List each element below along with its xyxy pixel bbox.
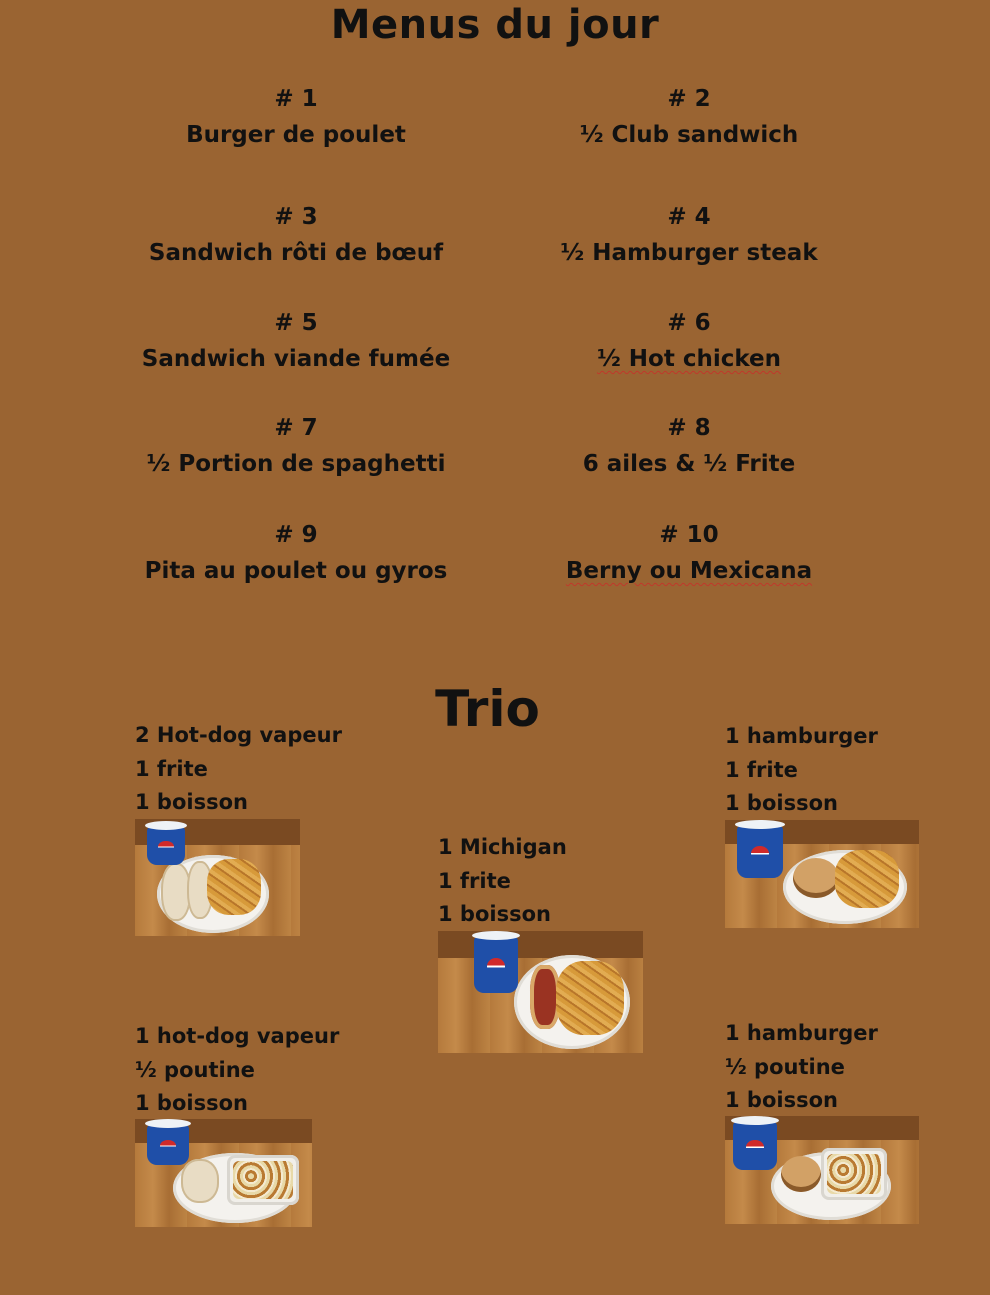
- menu-item-5: [96, 305, 496, 377]
- menu-item-10: [489, 517, 889, 589]
- page-title: Menus du jour: [330, 2, 660, 48]
- menu-item-6: [489, 305, 889, 377]
- combo-photo-michigan: [438, 931, 643, 1053]
- combo-line: 1 frite: [135, 756, 208, 781]
- menu-item-number: # 3: [274, 204, 318, 230]
- combo-line: ½ poutine: [135, 1057, 255, 1082]
- combo-hotdog-frite: [135, 719, 342, 820]
- combo-michigan: [438, 831, 567, 932]
- combo-line: 1 frite: [725, 757, 798, 782]
- menu-item-7: [96, 410, 496, 482]
- menu-item-number: # 6: [667, 310, 711, 336]
- combo-line: 1 hamburger: [725, 724, 878, 748]
- combo-line: 1 boisson: [135, 1091, 248, 1115]
- combo-photo-hotdog-poutine: [135, 1119, 312, 1227]
- combo-line: 1 frite: [438, 868, 511, 893]
- menu-item-number: # 5: [274, 310, 318, 336]
- combo-photo-hotdog-frite: [135, 819, 300, 936]
- menu-item-name: Pita au poulet ou gyros: [144, 558, 448, 584]
- combo-hotdog-poutine: [135, 1020, 339, 1121]
- combo-photo-hamburger-poutine: [725, 1116, 919, 1224]
- menu-item-number: # 10: [659, 522, 719, 548]
- menu-item-number: # 1: [274, 86, 318, 112]
- menu-item-2: [489, 81, 889, 153]
- combo-line: 1 boisson: [725, 1088, 838, 1112]
- combo-hamburger-frite: [725, 720, 878, 821]
- menu-item-name: Berny ou Mexicana: [565, 558, 813, 584]
- menu-item-number: # 8: [667, 415, 711, 441]
- menu-item-name: Burger de poulet: [186, 122, 406, 148]
- trio-title: Trio: [435, 680, 540, 738]
- menu-item-name: ½ Portion de spaghetti: [146, 451, 446, 477]
- menu-item-3: [96, 199, 496, 271]
- menu-item-number: # 2: [667, 86, 711, 112]
- menu-item-name: Sandwich viande fumée: [141, 346, 451, 372]
- menu-item-1: [96, 81, 496, 153]
- menu-item-name: ½ Hamburger steak: [560, 240, 818, 266]
- combo-photo-hamburger-frite: [725, 820, 919, 928]
- menu-item-number: # 4: [667, 204, 711, 230]
- menu-item-number: # 7: [274, 415, 318, 441]
- menu-item-9: [96, 517, 496, 589]
- combo-line: 1 hot-dog vapeur: [135, 1024, 340, 1048]
- combo-line: 1 Michigan: [438, 835, 567, 859]
- menu-item-4: [489, 199, 889, 271]
- menu-item-8: [489, 410, 889, 482]
- menu-item-name: 6 ailes & ½ Frite: [582, 451, 796, 477]
- combo-line: 1 boisson: [135, 790, 248, 814]
- menu-item-number: # 9: [274, 522, 318, 548]
- menu-item-name: Sandwich rôti de bœuf: [148, 240, 444, 266]
- combo-line: 2 Hot-dog vapeur: [135, 723, 342, 747]
- combo-hamburger-poutine: [725, 1017, 878, 1118]
- menu-item-name: ½ Club sandwich: [579, 122, 799, 148]
- combo-line: 1 boisson: [438, 902, 551, 926]
- menu-item-name: ½ Hot chicken: [596, 346, 782, 372]
- combo-line: 1 hamburger: [725, 1021, 878, 1045]
- combo-line: ½ poutine: [725, 1054, 845, 1079]
- combo-line: 1 boisson: [725, 791, 838, 815]
